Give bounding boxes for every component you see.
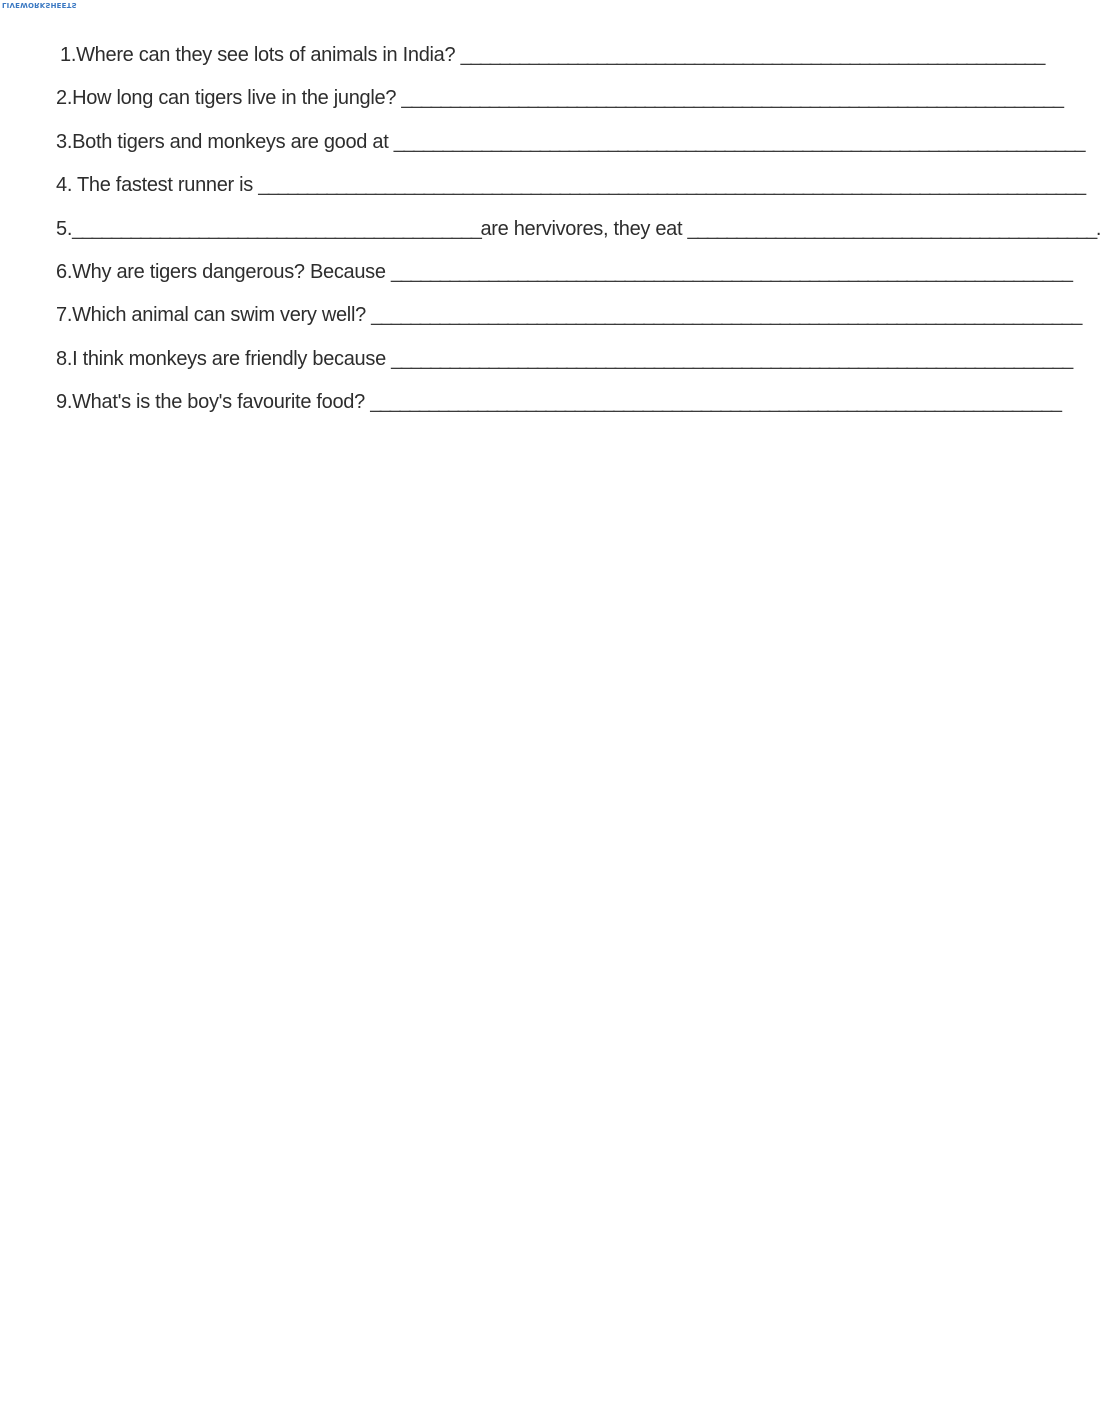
answer-blank[interactable]: ____________________________________________________________________ [401, 87, 1063, 110]
question-text: Why are tigers dangerous? Because [72, 260, 391, 283]
question-8 [56, 342, 1072, 385]
question-number: 4. [56, 174, 73, 197]
question-number: 5. [56, 217, 73, 240]
question-1 [56, 38, 1044, 81]
answer-blank[interactable]: _______________________________________________________________________ [370, 391, 1061, 414]
question-number: 3. [56, 130, 73, 153]
question-4 [56, 168, 1085, 211]
question-7 [56, 298, 1081, 341]
question-number: 8. [56, 347, 73, 370]
question-number: 9. [56, 391, 73, 414]
answer-blank[interactable]: ______________________________________________________________________ [390, 260, 1072, 283]
question-text: What's is the boy's favourite food? [72, 391, 371, 414]
liveworksheets-logo: LIVEWORKSHEETS [2, 1, 77, 9]
answer-blank[interactable]: ____________________________________________________________ [460, 44, 1044, 66]
question-text: Which animal can swim very well? [72, 304, 372, 327]
question-9 [56, 385, 1061, 428]
question-text: How long can tigers live in the jungle? [72, 87, 402, 110]
answer-blank[interactable]: _______________________________________________________________________ [393, 130, 1085, 153]
answer-blank[interactable]: _________________________________________________________________________ [371, 304, 1081, 327]
question-3 [56, 125, 1085, 168]
question-text: I think monkeys are friendly because [72, 347, 392, 370]
question-number: 2. [56, 87, 73, 110]
question-6 [56, 255, 1072, 298]
question-2 [56, 81, 1063, 124]
question-text: Where can they see lots of animals in India? [76, 44, 461, 66]
question-5 [56, 212, 1101, 255]
question-suffix: . [1095, 217, 1101, 240]
answer-blank-1[interactable]: __________________________________________ [72, 217, 481, 240]
answer-blank-2[interactable]: __________________________________________ [687, 217, 1096, 240]
question-text: Both tigers and monkeys are good at [72, 130, 394, 153]
answer-blank[interactable]: _____________________________________________________________________________________ [258, 174, 1085, 197]
question-number: 6. [56, 260, 73, 283]
question-number: 1. [60, 44, 77, 66]
question-number: 7. [56, 304, 73, 327]
question-text: are hervivores, they eat [480, 217, 688, 240]
question-list [56, 38, 1101, 429]
answer-blank[interactable]: ______________________________________________________________________ [391, 347, 1072, 370]
question-text: The fastest runner is [72, 174, 259, 197]
